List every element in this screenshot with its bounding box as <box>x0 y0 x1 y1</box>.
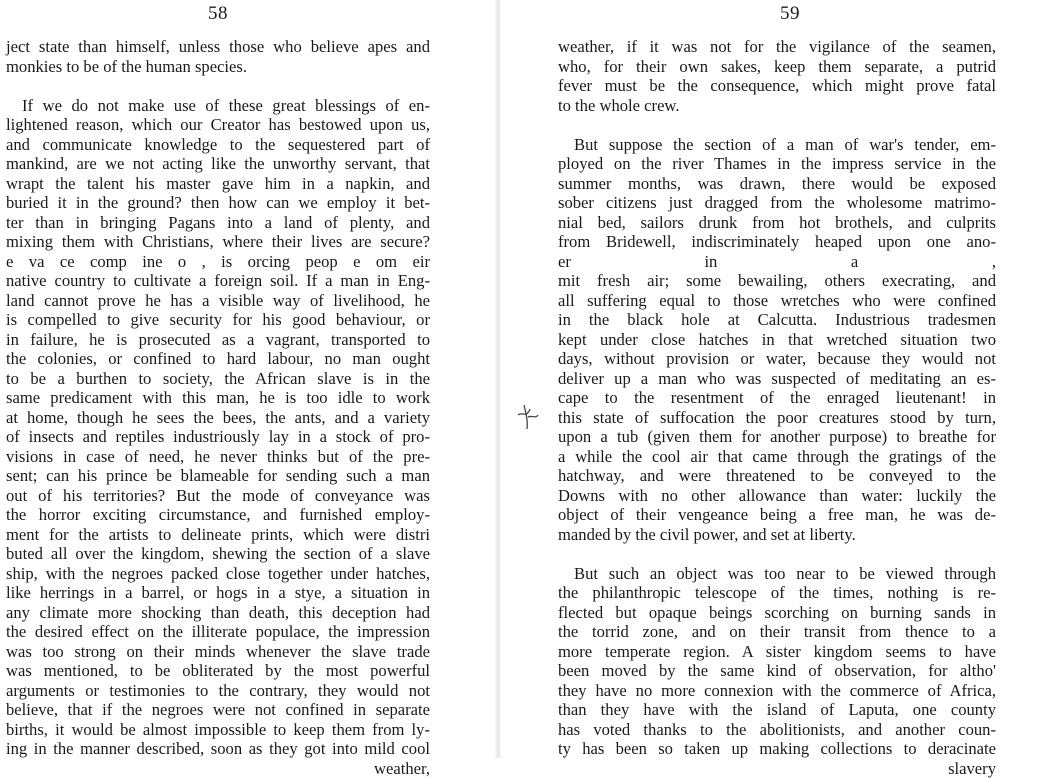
text-line: at home, though he sees the bees, the ants, and a variety <box>6 408 430 428</box>
text-line: object of their vengeance being a free man, he was de- <box>558 505 996 525</box>
text-line: births, it would be almost impossible to keep them from ly- <box>6 720 430 740</box>
text-line: buried it in the ground? then how can we employ it bet- <box>6 193 430 213</box>
text-line: e va ce comp ine o , is orcing peop e om eir <box>6 252 430 272</box>
text-line: like herrings in a barrel, or hogs in a stye, a situation in <box>6 583 430 603</box>
text-line: the colonies, or confined to hard labour, no man ought <box>6 349 430 369</box>
text-line: the torrid zone, and on their transit from thence to a <box>558 622 996 642</box>
text-line: days, without provision or water, because they would not <box>558 349 996 369</box>
text-line: is compelled to give security for his good behaviour, or <box>6 310 430 330</box>
text-line: native country to cultivate a foreign soil. If a man in Eng- <box>6 271 430 291</box>
text-line: Downs with no other allowance than water: luckily the <box>558 486 996 506</box>
text-line: in failure, he is prosecuted as a vagrant, transported to <box>6 330 430 350</box>
text-line: was mentioned, to be obliterated by the most powerful <box>6 661 430 681</box>
text-line: ship, with the negroes packed close together under hatches, <box>6 564 430 584</box>
paragraph-gap <box>558 544 996 564</box>
page-number-left: 58 <box>0 3 466 25</box>
text-line: upon a tub (given them for another purpose) to breathe for <box>558 427 996 447</box>
text-line: hatchway, and were threatened to be conveyed to the <box>558 466 996 486</box>
text-line: has voted thanks to the abolitionists, and another coun- <box>558 720 996 740</box>
text-line: in the black hole at Calcutta. Industrious tradesmen <box>558 310 996 330</box>
text-line: same predicament with this man, he is too idle to work <box>6 388 430 408</box>
text-line: ject state than himself, unless those who believe apes and <box>6 37 430 57</box>
text-line: But such an object was too near to be viewed through <box>558 564 996 584</box>
text-line: kept under close hatches in that wretched situation two <box>558 330 996 350</box>
left-page-text <box>6 37 430 778</box>
handwritten-margin-mark <box>514 401 542 431</box>
text-line: and communicate knowledge to the sequestered part of <box>6 135 430 155</box>
text-line: than they have with the island of Laputa, one county <box>558 700 996 720</box>
text-line: more temperate region. A sister kingdom seems to have <box>558 642 996 662</box>
text-line: this state of suffocation the poor creatures stood by turn, <box>558 408 996 428</box>
text-line: nial bed, sailors drunk from hot brothels, and culprits <box>558 213 996 233</box>
text-line: to the whole crew. <box>558 96 996 116</box>
text-line: been moved by the same kind of observation, for altho' <box>558 661 996 681</box>
text-line: mit fresh air; some bewailing, others execrating, and <box>558 271 996 291</box>
text-line: If we do not make use of these great blessings of en- <box>6 96 430 116</box>
text-line: ty has been so taken up making collections to deracinate <box>558 739 996 759</box>
text-line: the horror exciting circumstance, and furnished employ- <box>6 505 430 525</box>
page-number-right: 59 <box>540 3 1040 25</box>
text-line: monkies to be of the human species. <box>6 57 430 77</box>
text-line: ployed on the river Thames in the impress service in the <box>558 154 996 174</box>
text-line: slavery <box>558 759 996 778</box>
text-line: a while the cool air that came through the gratings of the <box>558 447 996 467</box>
text-line: visions in case of need, he never thinks but of the pre- <box>6 447 430 467</box>
text-line: was too strong on their minds whenever the slave trade <box>6 642 430 662</box>
text-line: the desired effect on the illiterate populace, the impression <box>6 622 430 642</box>
text-line: cape to the resentment of the enraged lieutenant! in <box>558 388 996 408</box>
right-page-text <box>558 37 996 778</box>
text-line: er in a , <box>558 252 996 272</box>
text-line: weather, <box>6 759 430 778</box>
text-line: summer months, was drawn, there would be exposed <box>558 174 996 194</box>
text-line: mankind, are we not acting like the unworthy servant, that <box>6 154 430 174</box>
text-line: weather, if it was not for the vigilance of the seamen, <box>558 37 996 57</box>
text-line: all suffering equal to those wretches who were confined <box>558 291 996 311</box>
text-line: to be a burthen to society, the African slave is in the <box>6 369 430 389</box>
text-line: wrapt the talent his master gave him in a napkin, and <box>6 174 430 194</box>
left-page <box>0 0 496 758</box>
text-line: arguments or testimonies to the contrary, they would not <box>6 681 430 701</box>
text-line: But suppose the section of a man of war's tender, em- <box>558 135 996 155</box>
text-line: flected but opaque beings scorching on burning sands in <box>558 603 996 623</box>
text-line: any climate more shocking than death, this deception had <box>6 603 430 623</box>
text-line: from Bridewell, indiscriminately heaped upon one ano- <box>558 232 996 252</box>
text-line: the philanthropic telescope of the times, nothing is re- <box>558 583 996 603</box>
text-line: manded by the civil power, and set at liberty. <box>558 525 996 545</box>
paragraph-gap <box>558 115 996 135</box>
text-line: ment for the artists to delineate prints, which were distri <box>6 525 430 545</box>
text-line: deliver up a man who was suspected of meditating an es- <box>558 369 996 389</box>
text-line: sent; can his prince be blameable for sending such a man <box>6 466 430 486</box>
text-line: out of his territories? But the mode of conveyance was <box>6 486 430 506</box>
text-line: lightened reason, which our Creator has bestowed upon us, <box>6 115 430 135</box>
text-line: of insects and reptiles industriously lay in a stock of pro- <box>6 427 430 447</box>
text-line: fever must be the consequence, which might prove fatal <box>558 76 996 96</box>
paragraph-gap <box>6 76 430 96</box>
right-page <box>500 0 1000 758</box>
text-line: land cannot prove he has a visible way of livelihood, he <box>6 291 430 311</box>
text-line: they have no more connexion with the commerce of Africa, <box>558 681 996 701</box>
text-line: who, for their own sakes, keep them separate, a putrid <box>558 57 996 77</box>
text-line: ter than in bringing Pagans into a land of plenty, and <box>6 213 430 233</box>
text-line: mixing them with Christians, where their lives are secure? <box>6 232 430 252</box>
text-line: ing in the manner described, soon as they got into mild cool <box>6 739 430 759</box>
text-line: buted all over the kingdom, shewing the section of a slave <box>6 544 430 564</box>
text-line: sober citizens just dragged from the wholesome matrimo- <box>558 193 996 213</box>
text-line: believe, that if the negroes were not confined in separate <box>6 700 430 720</box>
